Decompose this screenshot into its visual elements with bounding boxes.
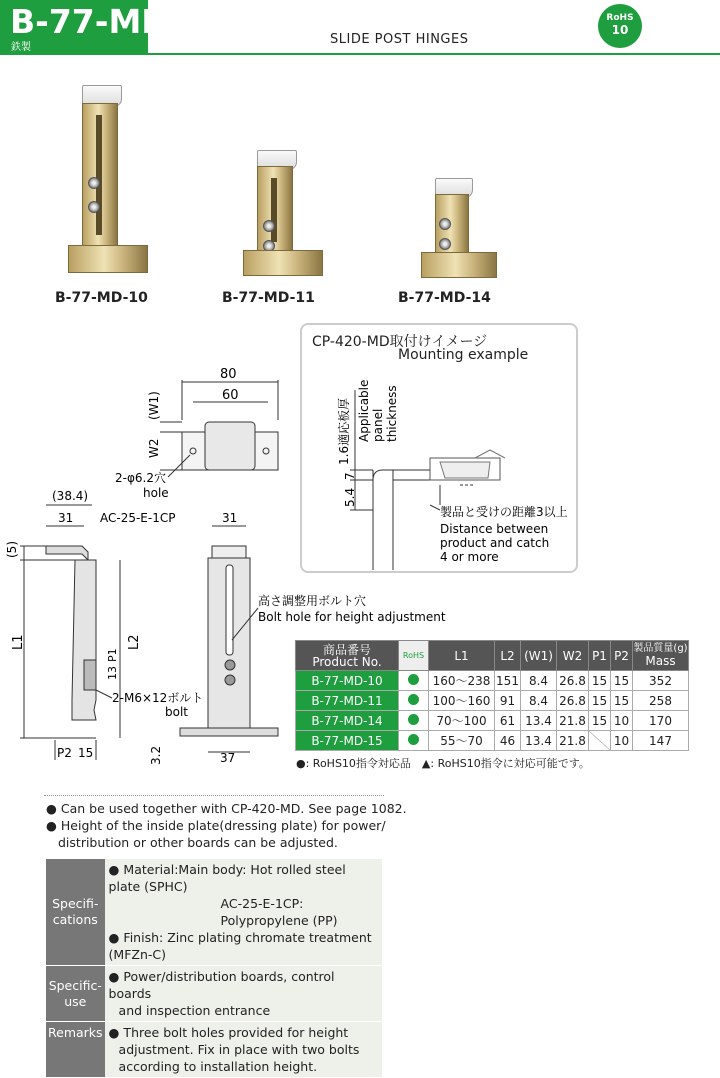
rohs-badge-text: RoHS — [606, 13, 634, 23]
bolt-label-en: bolt — [165, 705, 188, 719]
table-row — [296, 671, 689, 691]
spec-body-specifications: ● Material:Main body: Hot rolled steel plate (SPHC) AC-25-E-1CP: Polypropylene (PP) ● Finish: Zinc plating chromate treatment (MFZn-C) — [105, 859, 382, 966]
mount-dim-7: 7 — [343, 472, 357, 480]
cell-w2: 21.8 — [557, 711, 589, 731]
product-label-10: B-77-MD-10 — [55, 290, 148, 306]
notes-divider — [44, 795, 384, 796]
product-label-14: B-77-MD-14 — [398, 290, 491, 306]
dim-p1: P1 — [106, 648, 119, 662]
dim-p2: P2 — [57, 746, 72, 760]
spec-row-remarks — [46, 1022, 382, 1078]
category-label: SLIDE POST HINGES — [330, 32, 469, 47]
cell-w2: 26.8 — [557, 691, 589, 711]
cell-rohs — [399, 671, 429, 691]
note-2: ● Height of the inside plate(dressing plate) for power/ — [46, 818, 386, 833]
mount-thickness-en2: panel — [371, 408, 385, 442]
spec-body-remarks: ● Three bolt holes provided for height adjustment. Fix in place with two bolts according to installation height. — [105, 1022, 382, 1078]
product-photo-11 — [235, 150, 325, 280]
cell-l1: 160〜238 — [429, 671, 495, 691]
th-p2: P2 — [611, 641, 633, 671]
cell-p2: 15 — [611, 691, 633, 711]
dim-31-side: 31 — [58, 511, 74, 525]
th-mass: 製品質量(g) Mass — [633, 641, 689, 671]
cell-pn: B-77-MD-15 — [296, 731, 399, 751]
mount-dist-en3: 4 or more — [440, 550, 499, 564]
cell-rohs — [399, 691, 429, 711]
mount-thickness-jp: 1.6適応板厚 — [337, 397, 351, 465]
cell-l2: 151 — [495, 671, 521, 691]
table-row — [296, 691, 689, 711]
cell-p2: 10 — [611, 731, 633, 751]
th-l1: L1 — [429, 641, 495, 671]
adjust-hole-en: Bolt hole for height adjustment — [258, 610, 446, 624]
table-row — [296, 731, 689, 751]
dim-5: (5) — [5, 541, 19, 558]
table-row — [296, 711, 689, 731]
dim-l2: L2 — [127, 634, 142, 650]
dim-13: 13 — [106, 666, 119, 680]
spec-body-use: ● Power/distribution boards, control boards and inspection entrance — [105, 966, 382, 1022]
table-header-row — [296, 641, 689, 671]
spec-row-use — [46, 966, 382, 1022]
header-rule — [0, 53, 720, 55]
cell-p1: 15 — [589, 711, 611, 731]
cell-rohs — [399, 711, 429, 731]
cell-l1: 100〜160 — [429, 691, 495, 711]
rohs-badge-num: 10 — [611, 23, 629, 37]
cell-mass: 352 — [633, 671, 689, 691]
mounting-subtitle: Mounting example — [398, 347, 529, 363]
product-photo-14 — [415, 178, 500, 280]
cell-l2: 61 — [495, 711, 521, 731]
cell-p1: 15 — [589, 671, 611, 691]
spec-header-specifications: Specifi- cations — [46, 859, 105, 966]
cell-w1: 13.4 — [521, 731, 557, 751]
product-photo-10 — [60, 85, 150, 280]
cell-p1 — [589, 731, 611, 751]
spec-header-use: Specific- use — [46, 966, 105, 1022]
page-subtitle: 鉄製 — [11, 42, 31, 53]
mount-dist-en2: product and catch — [440, 536, 550, 550]
cell-w1: 8.4 — [521, 671, 557, 691]
cell-pn: B-77-MD-14 — [296, 711, 399, 731]
spec-row-specifications — [46, 859, 382, 966]
product-spec-table — [295, 640, 689, 751]
hole-label-jp: 2-φ6.2穴 — [115, 471, 166, 485]
dim-60: 60 — [222, 388, 239, 403]
part-label: AC-25-E-1CP — [100, 511, 176, 525]
cell-w2: 26.8 — [557, 671, 589, 691]
cell-p1: 15 — [589, 691, 611, 711]
dim-80: 80 — [220, 367, 237, 382]
rohs-badge — [598, 4, 642, 48]
table-legend: ●: RoHS10指令対応品 ▲: RoHS10指令に対応可能です。 — [296, 757, 590, 770]
spec-header-remarks: Remarks — [46, 1022, 105, 1078]
dim-38-4: (38.4) — [52, 489, 89, 503]
mount-thickness-en3: thickness — [385, 385, 399, 442]
dim-15: 15 — [78, 746, 94, 760]
cell-w1: 13.4 — [521, 711, 557, 731]
cell-l1: 55〜70 — [429, 731, 495, 751]
dim-3-2: 3.2 — [149, 745, 163, 765]
mount-dist-jp: 製品と受けの距離3以上 — [440, 505, 568, 519]
cell-mass: 170 — [633, 711, 689, 731]
th-w2: W2 — [557, 641, 589, 671]
cell-l1: 70〜100 — [429, 711, 495, 731]
th-w1: (W1) — [521, 641, 557, 671]
mount-dim-54: 5.4 — [343, 487, 357, 507]
note-3: distribution or other boards can be adjusted. — [58, 835, 338, 850]
cell-mass: 258 — [633, 691, 689, 711]
mounting-drawing — [300, 370, 578, 570]
th-p1: P1 — [589, 641, 611, 671]
cell-l2: 46 — [495, 731, 521, 751]
cell-l2: 91 — [495, 691, 521, 711]
mount-dist-en1: Distance between — [440, 522, 549, 536]
th-product-no: 商品番号 Product No. — [296, 641, 399, 671]
dim-w1: (W1) — [147, 391, 161, 420]
product-label-11: B-77-MD-11 — [222, 290, 315, 306]
th-rohs: RoHS — [399, 641, 429, 671]
cell-p2: 15 — [611, 671, 633, 691]
cell-w1: 8.4 — [521, 691, 557, 711]
cell-p2: 10 — [611, 711, 633, 731]
note-1: ● Can be used together with CP-420-MD. See page 1082. — [46, 801, 407, 816]
cell-rohs — [399, 731, 429, 751]
dim-w2: W2 — [147, 438, 161, 458]
specifications-table — [46, 859, 382, 1078]
cell-pn: B-77-MD-10 — [296, 671, 399, 691]
cell-w2: 21.8 — [557, 731, 589, 751]
adjust-hole-jp: 高さ調整用ボルト穴 — [258, 594, 367, 608]
mounting-title: CP-420-MD取付けイメージ — [312, 334, 488, 350]
hole-label-en: hole — [143, 486, 169, 500]
bolt-label-jp: 2-M6×12ボルト — [112, 691, 204, 705]
dim-31-front: 31 — [222, 511, 238, 525]
th-l2: L2 — [495, 641, 521, 671]
dim-37: 37 — [220, 751, 236, 765]
page-title: B-77-MD — [10, 2, 169, 41]
cell-pn: B-77-MD-11 — [296, 691, 399, 711]
mount-thickness-en1: Applicable — [357, 379, 371, 442]
dim-l1: L1 — [11, 634, 26, 650]
cell-mass: 147 — [633, 731, 689, 751]
